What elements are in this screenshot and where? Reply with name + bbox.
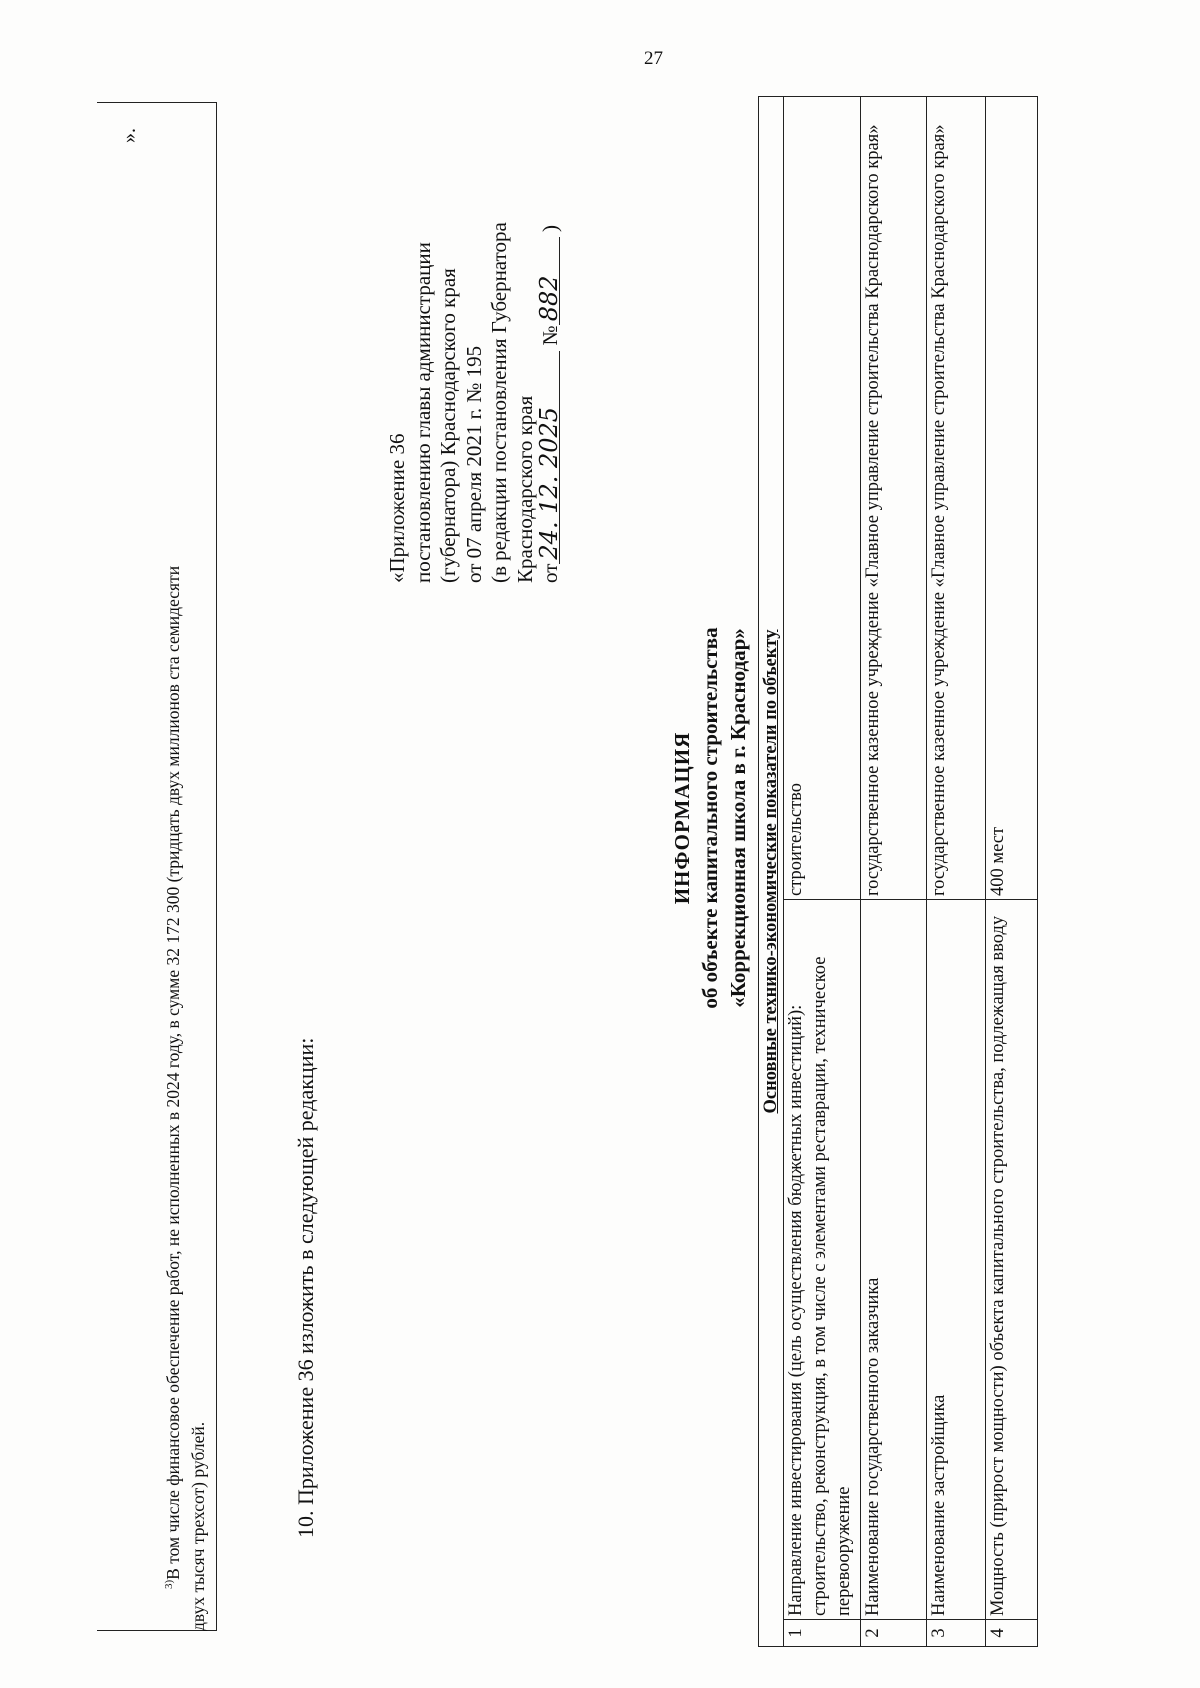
heading-subtitle-2: «Коррекционная школа в г. Краснодар» — [726, 628, 750, 1008]
row-value: государственное казенное учреждение «Главное управление строительства Краснодарского края» — [861, 97, 927, 900]
row-number: 4 — [986, 1620, 1038, 1647]
handwritten-number: 882 — [539, 237, 560, 325]
footnote — [97, 101, 217, 1631]
row-name: Наименование государственного заказчика — [861, 900, 927, 1620]
document-heading — [668, 568, 752, 1068]
heading-subtitle-1: об объекте капитального строительства — [698, 627, 722, 1009]
table-row — [861, 97, 927, 1647]
closing-paren: ) — [538, 225, 562, 233]
row-number: 1 — [784, 1620, 861, 1647]
footnote-closing-quote: ». — [118, 128, 140, 143]
row-name: Наименование застройщика — [927, 900, 986, 1620]
row-value: строительство — [784, 97, 861, 900]
indicators-table — [758, 96, 1038, 1647]
table-section-header: Основные технико-экономические показатели по объекту — [759, 97, 784, 1647]
row-value: государственное казенное учреждение «Главное управление строительства Краснодарского края» — [927, 97, 986, 900]
appendix-line-4: от 07 апреля 2021 г. № 195 — [461, 345, 486, 583]
heading-title: ИНФОРМАЦИЯ — [670, 731, 694, 905]
row-number: 2 — [861, 1620, 927, 1647]
appendix-line-2: постановлению главы администрации — [410, 242, 435, 583]
item-10-instruction: 10. Приложение 36 изложить в следующей редакции: — [293, 1037, 318, 1538]
row-number: 3 — [927, 1620, 986, 1647]
row-name: Мощность (прирост мощности) объекта капитального строительства, подлежащая вводу — [986, 900, 1038, 1620]
appendix-line-5: (в редакции постановления Губернатора — [487, 222, 511, 583]
appendix-date-line — [535, 43, 564, 583]
row-name: Направление инвестирования (цель осуществления бюджетных инвестиций): строительство, реконструкция, в том числе с элементами реставрации, техническое перевооружение — [784, 900, 861, 1620]
table-row — [986, 97, 1038, 1647]
footnote-line-1: В том числе финансовое обеспечение работ, не исполненных в 2024 году, в сумме 32 172 300 (тридцать двух миллионов ста семидесяти — [162, 565, 183, 1580]
appendix-line-6: Краснодарского края — [512, 395, 537, 583]
footnote-line-2: двух тысяч трехсот) рублей. — [187, 1421, 208, 1631]
page-number: 27 — [644, 48, 663, 69]
appendix-header — [385, 43, 564, 583]
handwritten-date: 24. 12. 2025 — [539, 351, 560, 564]
table-row — [927, 97, 986, 1647]
table-row — [784, 97, 861, 1647]
appendix-line-3: (губернатора) Краснодарского края — [436, 268, 460, 583]
date-prefix: от — [538, 563, 562, 583]
number-prefix: № — [538, 325, 562, 346]
footnote-text — [157, 111, 211, 1631]
appendix-line-1: «Приложение 36 — [385, 433, 409, 583]
footnote-marker: 3) — [163, 1579, 175, 1589]
row-value: 400 мест — [986, 97, 1038, 900]
table-section-header-row — [759, 97, 784, 1647]
